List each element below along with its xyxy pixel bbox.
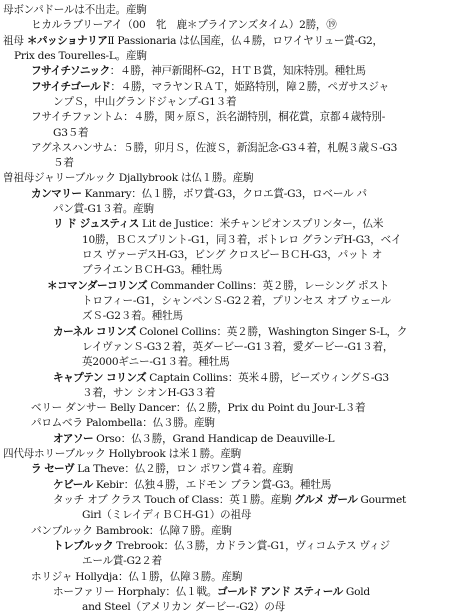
pedigree-line bbox=[3, 202, 454, 217]
pedigree-line bbox=[3, 95, 454, 110]
pedigree-text: Gold bbox=[342, 585, 370, 598]
pedigree-text: Orso：仏３勝，Grand Handicap de Deauville-L bbox=[93, 432, 335, 445]
pedigree-line bbox=[3, 600, 454, 615]
pedigree-line bbox=[3, 126, 454, 141]
pedigree-line bbox=[3, 416, 454, 431]
horse-name-bold: グルメ ガール bbox=[294, 494, 358, 506]
pedigree-text: エール賞-G2２着 bbox=[82, 555, 162, 568]
pedigree-text: 四代母ホリーブルック Hollybrook は米１勝。産駒 bbox=[3, 448, 242, 461]
pedigree-text: 母ボンパドールは不出走。産駒 bbox=[3, 4, 147, 16]
pedigree-text: Girl（ミレイディＢＣH-G1）の祖母 bbox=[82, 509, 252, 522]
pedigree-line bbox=[3, 217, 454, 232]
pedigree-line bbox=[3, 524, 454, 539]
horse-name-bold: ＊コマンダーコリンズ bbox=[47, 279, 148, 292]
pedigree-text: Trebrook：仏３勝，カドラン賞-G1，ヴィコムテス ヴィジ bbox=[113, 539, 390, 552]
horse-name-bold: ラ セーヴ bbox=[31, 463, 75, 476]
pedigree-line bbox=[3, 340, 454, 355]
pedigree-text: ンプＳ，中山グランドジャンプ-G1３着 bbox=[53, 95, 237, 108]
horse-name-bold: トレブルック bbox=[53, 539, 114, 552]
pedigree-text: フサイチファントム：４勝，関ヶ原Ｓ，浜名湖特別，桐花賞，京都４歳特別- bbox=[31, 111, 386, 124]
pedigree-line bbox=[3, 585, 454, 600]
horse-name-bold: リ ド ジュスティス bbox=[53, 218, 139, 231]
pedigree-line bbox=[3, 141, 454, 156]
pedigree-line bbox=[3, 233, 454, 248]
horse-name-bold: フサイチゴールド bbox=[31, 80, 111, 93]
pedigree-line bbox=[3, 508, 454, 523]
pedigree-text: ホーファリー Horphaly：仏１戦。 bbox=[53, 585, 218, 598]
pedigree-text: Ⅱ Passionaria は仏国産，仏４勝，ロワイヤリュー賞-G2， bbox=[107, 34, 383, 47]
pedigree-line bbox=[3, 49, 454, 64]
pedigree-line bbox=[3, 187, 454, 202]
pedigree-text: Prix des Tourelles-L。産駒 bbox=[14, 49, 147, 62]
pedigree-text: Kebir：仏独４勝，エドモン ブラン賞-G3。種牡馬 bbox=[92, 478, 332, 491]
pedigree-text: 英2000ギニー-G1３着。種牡馬 bbox=[82, 356, 230, 369]
pedigree-text: ホリジャ Hollydja：仏１勝，仏障３勝。産駒 bbox=[31, 570, 243, 583]
pedigree-text: タッチ オブ クラス Touch of Class：英１勝。産駒 bbox=[53, 494, 295, 506]
pedigree-text: ヒカルラブリーアイ（00 牝 鹿＊ブライアンズタイム）2勝，⑲ bbox=[31, 19, 337, 32]
pedigree-line bbox=[3, 34, 454, 49]
pedigree-line bbox=[3, 263, 454, 278]
horse-name-bold: フサイチソニック bbox=[31, 65, 110, 78]
pedigree-line bbox=[3, 478, 454, 493]
pedigree-line bbox=[3, 80, 454, 95]
pedigree-line bbox=[3, 3, 454, 18]
pedigree-text: ブライエンＢＣH-G3。種牡馬 bbox=[82, 264, 223, 277]
pedigree-line bbox=[3, 371, 454, 386]
pedigree-line bbox=[3, 325, 454, 340]
pedigree-text: パン賞-G1３着。産駒 bbox=[53, 203, 154, 216]
horse-name-bold: オアソー bbox=[53, 432, 94, 445]
pedigree-text: 祖母 bbox=[3, 34, 27, 47]
pedigree-line bbox=[3, 18, 454, 33]
pedigree-line bbox=[3, 309, 454, 324]
pedigree-text: Lit de Justice：米チャンピオンスプリンター，仏米 bbox=[138, 218, 384, 231]
pedigree-line bbox=[3, 447, 454, 462]
pedigree-text: 曽祖母ジャリーブルック Djallybrook は仏１勝。産駒 bbox=[3, 172, 254, 185]
pedigree-line bbox=[3, 110, 454, 125]
pedigree-line bbox=[3, 171, 454, 186]
pedigree-text: アグネスハンサム：５勝，卯月Ｓ，佐渡Ｓ，新潟記念-G3４着，札幌３歳Ｓ-G3 bbox=[31, 141, 398, 154]
horse-name-bold: カンマリー bbox=[31, 187, 82, 200]
pedigree-text: Commander Collins：英２勝，レーシング ポスト bbox=[147, 279, 390, 292]
pedigree-text: ベリー ダンサー Belly Dancer：仏２勝，Prix du Point du Jour-L３着 bbox=[31, 402, 366, 415]
pedigree-text: トロフィー-G1，シャンペンＳ-G2２着，プリンセス オブ ウェール bbox=[82, 294, 391, 307]
pedigree-line bbox=[3, 248, 454, 263]
pedigree-text: Colonel Collins：英２勝，Washington Singer S-L，ク bbox=[136, 325, 408, 338]
pedigree-line bbox=[3, 462, 454, 477]
horse-name-bold: キャプテン コリンズ bbox=[53, 371, 147, 384]
pedigree-line bbox=[3, 64, 454, 79]
pedigree-text: and Steel（アメリカン ダービー-G2）の母 bbox=[82, 601, 285, 614]
pedigree-line bbox=[3, 294, 454, 309]
pedigree-text: La Theve：仏２勝，ロン ポワン賞４着。産駒 bbox=[74, 463, 294, 476]
pedigree-line bbox=[3, 432, 454, 447]
pedigree-line bbox=[3, 554, 454, 569]
pedigree-text: Captain Collins：英米４勝，ビーズウィングＳ-G3 bbox=[146, 371, 389, 384]
horse-name-bold: ＊パッショナリア bbox=[26, 34, 108, 47]
pedigree-text: バンブルック Bambrook：仏障７勝。産駒 bbox=[31, 524, 232, 537]
pedigree-text: ３着，サン シオンH-G3３着 bbox=[82, 386, 216, 399]
pedigree-text: ５着 bbox=[53, 157, 74, 170]
horse-name-bold: ケビール bbox=[53, 478, 93, 491]
pedigree-line bbox=[3, 386, 454, 401]
pedigree-line bbox=[3, 401, 454, 416]
pedigree-text: Gourmet bbox=[357, 494, 406, 506]
horse-name-bold: カーネル コリンズ bbox=[53, 325, 137, 338]
pedigree-text: ：４勝，マラヤンＲＡＴ，姫路特別，障２勝，ペガサスジャ bbox=[110, 80, 389, 93]
pedigree-text: 10勝，ＢＣスプリント-G1，同３着，ボトレロ グランデH-G3，ベイ bbox=[82, 233, 402, 246]
pedigree-line bbox=[3, 279, 454, 294]
pedigree-text: Kanmary：仏１勝，ボワ賞-G3，クロエ賞-G3，ロベール パ bbox=[81, 187, 367, 200]
pedigree-text: ズＳ-G2３着。種牡馬 bbox=[82, 310, 183, 323]
pedigree-text: パロムベラ Palombella：仏３勝。産駒 bbox=[31, 417, 215, 430]
pedigree-line bbox=[3, 493, 454, 508]
horse-name-bold: ゴールド アンド スティール bbox=[217, 585, 343, 598]
pedigree-line bbox=[3, 355, 454, 370]
pedigree-line bbox=[3, 570, 454, 585]
pedigree-line bbox=[3, 156, 454, 171]
pedigree-text: G3５着 bbox=[53, 126, 89, 139]
pedigree-line bbox=[3, 539, 454, 554]
pedigree-text: レイヴァンＳ-G3２着，英ダービー-G1３着，愛ダービー-G1３着， bbox=[82, 340, 394, 353]
pedigree-text: ロス ヴァーデスH-G3，ビング クロスビーＢＣH-G3，パット オ bbox=[82, 249, 383, 261]
pedigree-text: ：４勝，神戸新聞杯-G2，ＨＴＢ賞，知床特別。種牡馬 bbox=[109, 65, 366, 78]
